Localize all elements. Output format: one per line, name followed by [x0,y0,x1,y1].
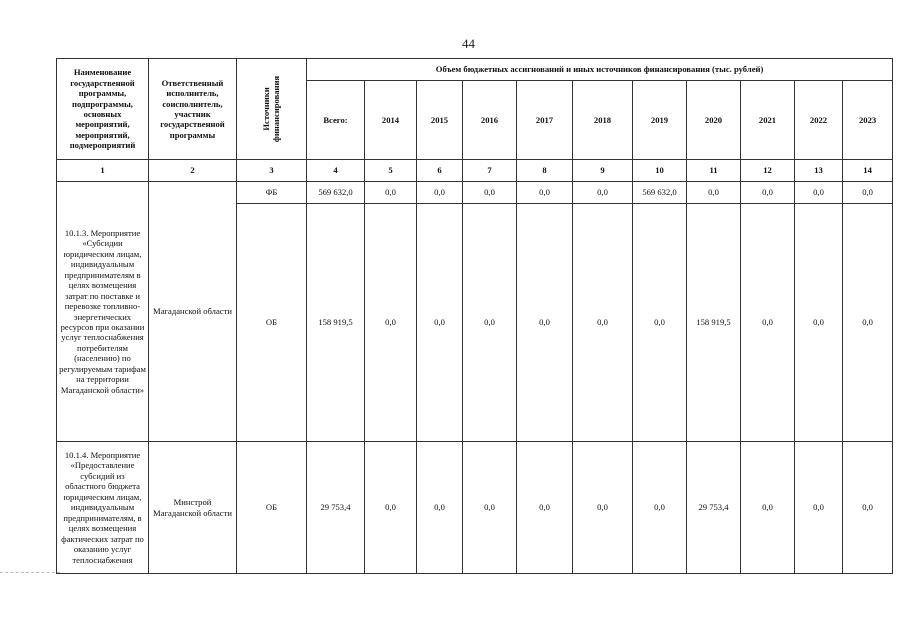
header-year: 2020 [687,81,741,160]
header-year: 2023 [843,81,893,160]
header-year: 2022 [795,81,843,160]
column-number: 3 [237,160,307,182]
header-year: 2018 [573,81,633,160]
header-year: 2017 [517,81,573,160]
header-name-col: Наименование государственной программы, подпрограммы, основных мероприятий, мероприятий, подмероприятий [57,59,149,160]
column-number: 1 [57,160,149,182]
column-number: 12 [741,160,795,182]
year-value: 0,0 [365,442,417,574]
year-value: 0,0 [417,442,463,574]
year-value: 0,0 [843,182,893,204]
scan-artifact-line [0,572,60,574]
column-numbers-row [57,160,893,182]
year-value: 0,0 [741,182,795,204]
year-value: 0,0 [463,442,517,574]
header-year: 2019 [633,81,687,160]
year-value: 0,0 [463,204,517,442]
budget-table [56,58,893,574]
header-year: 2014 [365,81,417,160]
measure-name: 10.1.3. Мероприятие «Субсидии юридическим лицам, индивидуальным предпринимателям в целях возмещения затрат по поставке и перевозке топливно-энергетических ресурсов при оказании услуг теплоснабжения потребителям (населению) по регулируемым тарифам на территории Магаданской области» [57,182,149,442]
year-value: 0,0 [517,204,573,442]
year-value: 0,0 [417,204,463,442]
year-value: 0,0 [573,182,633,204]
funding-source: ОБ [237,442,307,574]
page-number: 44 [462,36,475,51]
funding-source: ФБ [237,182,307,204]
header-year: 2016 [463,81,517,160]
year-value: 0,0 [843,442,893,574]
column-number: 14 [843,160,893,182]
year-value: 0,0 [687,182,741,204]
year-value: 158 919,5 [687,204,741,442]
year-value: 0,0 [417,182,463,204]
measure-name: 10.1.4. Мероприятие «Предоставление субсидий из областного бюджета юридическим лицам, индивидуальным предпринимателям, в целях возмещения фактических затрат по оказанию услуг теплоснабжения [57,442,149,574]
header-volume: Объем бюджетных ассигнований и иных источников финансирования (тыс. рублей) [307,59,893,81]
year-value: 0,0 [741,204,795,442]
header-sources-label: Источники финансирования [260,75,281,143]
year-value: 0,0 [573,442,633,574]
year-value: 29 753,4 [687,442,741,574]
column-number: 7 [463,160,517,182]
measure-executor: Магаданской области [149,182,237,442]
table-row [57,442,893,574]
year-value: 0,0 [365,182,417,204]
table-row [57,182,893,204]
year-value: 0,0 [463,182,517,204]
column-number: 2 [149,160,237,182]
header-year: 2015 [417,81,463,160]
header-total: Всего: [307,81,365,160]
column-number: 11 [687,160,741,182]
year-value: 0,0 [365,204,417,442]
year-value: 569 632,0 [633,182,687,204]
total-value: 158 919,5 [307,204,365,442]
year-value: 0,0 [517,182,573,204]
funding-source: ОБ [237,204,307,442]
measure-executor: Минстрой Магаданской области [149,442,237,574]
column-number: 6 [417,160,463,182]
year-value: 0,0 [795,442,843,574]
header-year: 2021 [741,81,795,160]
year-value: 0,0 [741,442,795,574]
year-value: 0,0 [633,442,687,574]
column-number: 8 [517,160,573,182]
year-value: 0,0 [795,182,843,204]
header-executor-col: Ответственный исполнитель, соисполнитель, участник государственной программы [149,59,237,160]
column-number: 9 [573,160,633,182]
column-number: 13 [795,160,843,182]
year-value: 0,0 [517,442,573,574]
header-sources-col [237,59,307,160]
year-value: 0,0 [843,204,893,442]
total-value: 29 753,4 [307,442,365,574]
total-value: 569 632,0 [307,182,365,204]
column-number: 10 [633,160,687,182]
year-value: 0,0 [573,204,633,442]
year-value: 0,0 [795,204,843,442]
column-number: 5 [365,160,417,182]
column-number: 4 [307,160,365,182]
year-value: 0,0 [633,204,687,442]
